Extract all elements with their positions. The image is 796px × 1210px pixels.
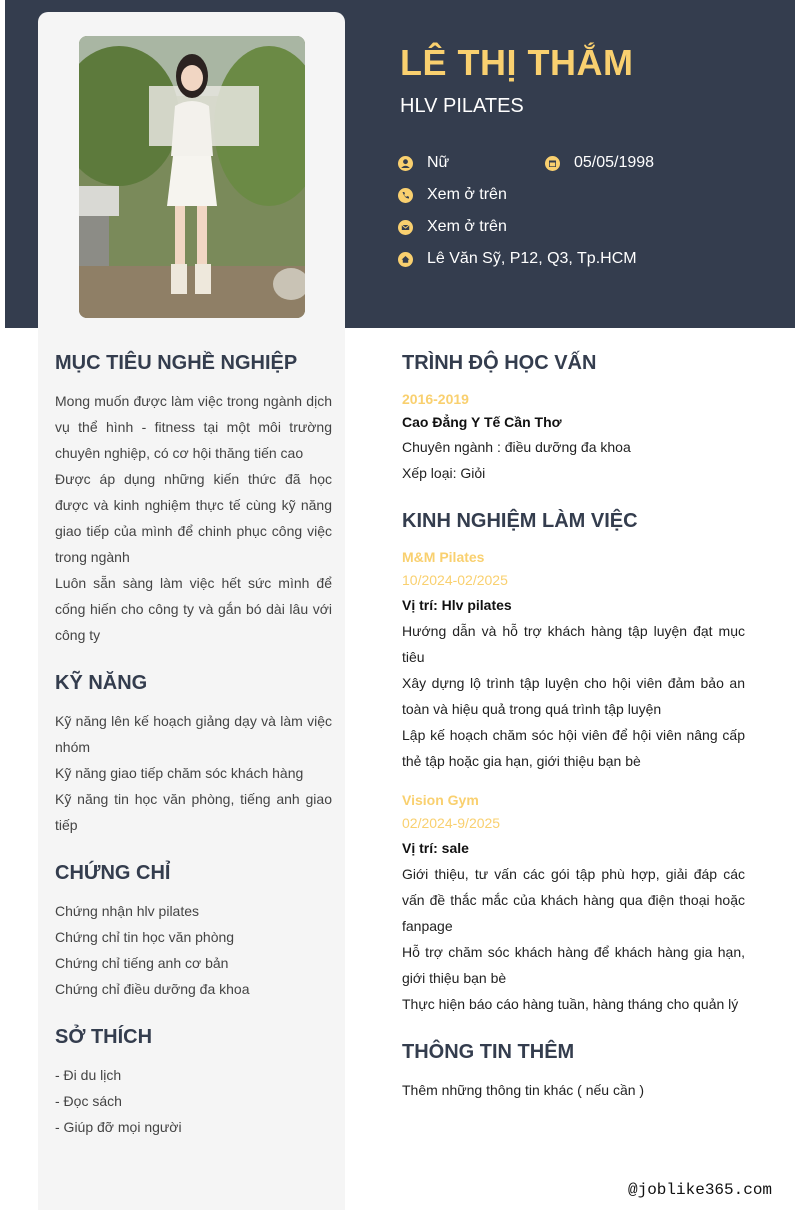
job-period: 10/2024-02/2025 [402, 572, 508, 588]
education-period: 2016-2019 [402, 391, 469, 407]
job-position: Vị trí: sale [402, 840, 469, 856]
mail-icon [398, 220, 413, 235]
extra-text: Thêm những thông tin khác ( nếu cần ) [402, 1082, 645, 1098]
certificates-list [55, 898, 332, 1002]
candidate-name: LÊ THỊ THẮM [400, 42, 634, 83]
job-period: 02/2024-9/2025 [402, 815, 501, 831]
email-row [398, 218, 507, 236]
gender-row [398, 154, 449, 172]
address-value: Lê Văn Sỹ, P12, Q3, Tp.HCM [427, 250, 637, 267]
experience-title: KINH NGHIỆM LÀM VIỆC [402, 510, 638, 532]
certificate-item: Chứng chỉ tin học văn phòng [55, 929, 235, 945]
phone-row [398, 186, 507, 204]
home-icon [398, 252, 413, 267]
objective-title: MỤC TIÊU NGHỀ NGHIỆP [55, 352, 298, 374]
education-block [402, 388, 745, 434]
objective-item: Được áp dụng những kiến thức đã học được và kinh nghiệm thực tế cùng kỹ năng giao tiếp của mình để chinh phục công việc trong ngành [55, 471, 332, 565]
job-task: Lập kế hoạch chăm sóc hội viên để hội viên nâng cấp thẻ tập hoặc gia hạn, giới thiệu bạn bè [402, 727, 745, 769]
job-position: Vị trí: Hlv pilates [402, 597, 512, 613]
skills-title: KỸ NĂNG [55, 672, 148, 694]
birthday-row [545, 154, 654, 172]
objective-list [55, 388, 332, 648]
hobby-item: - Đi du lịch [55, 1067, 122, 1083]
job-details [402, 592, 745, 774]
job-company: M&M Pilates [402, 549, 485, 565]
hobbies-title: SỞ THÍCH [55, 1026, 153, 1048]
education-school: Cao Đẳng Y Tế Cần Thơ [402, 414, 562, 430]
candidate-role: HLV PILATES [400, 95, 524, 117]
skill-item: Kỹ năng giao tiếp chăm sóc khách hàng [55, 765, 304, 781]
certificates-title: CHỨNG CHỈ [55, 862, 171, 884]
education-grade: Xếp loại: Giỏi [402, 465, 486, 481]
hobby-item: - Đọc sách [55, 1093, 122, 1109]
certificate-item: Chứng nhận hlv pilates [55, 903, 200, 919]
gender-value: Nữ [427, 154, 450, 171]
profile-photo [79, 36, 305, 318]
job-task: Xây dựng lộ trình tập luyện cho hội viên đảm bảo an toàn và hiệu quả trong quá trình tập luyện [402, 675, 745, 717]
watermark: @joblike365.com [628, 1181, 773, 1199]
certificate-item: Chứng chỉ điều dưỡng đa khoa [55, 981, 250, 997]
job-details [402, 835, 745, 1017]
email-value: Xem ở trên [427, 218, 507, 235]
objective-item: Mong muốn được làm việc trong ngành dịch vụ thể hình - fitness tại một môi trường chuyên nghiệp, có cơ hội thăng tiến cao [55, 393, 332, 461]
hobbies-list [55, 1062, 332, 1140]
objective-item: Luôn sẵn sàng làm việc hết sức mình để cống hiến cho công ty và gắn bó dài lâu với công ty [55, 575, 332, 643]
certificate-item: Chứng chỉ tiếng anh cơ bản [55, 955, 229, 971]
job-task: Hướng dẫn và hỗ trợ khách hàng tập luyện đạt mục tiêu [402, 623, 745, 665]
birthday-value: 05/05/1998 [574, 154, 655, 171]
extra-title: THÔNG TIN THÊM [402, 1041, 575, 1063]
phone-value: Xem ở trên [427, 186, 507, 203]
education-major: Chuyên ngành : điều dưỡng đa khoa [402, 439, 631, 455]
user-icon [398, 156, 413, 171]
skill-item: Kỹ năng tin học văn phòng, tiếng anh giao tiếp [55, 791, 332, 833]
job-task: Thực hiện báo cáo hàng tuần, hàng tháng cho quản lý [402, 996, 739, 1012]
job-task: Giới thiệu, tư vấn các gói tập phù hợp, giải đáp các vấn đề thắc mắc của khách hàng qua điện thoại hoặc fanpage [402, 866, 745, 934]
address-row [398, 250, 637, 268]
job-task: Hỗ trợ chăm sóc khách hàng để khách hàng gia hạn, giới thiệu bạn bè [402, 944, 745, 986]
skill-item: Kỹ năng lên kế hoạch giảng dạy và làm việc nhóm [55, 713, 332, 755]
skills-list [55, 708, 332, 838]
phone-icon [398, 188, 413, 203]
education-details [402, 434, 745, 486]
hobby-item: - Giúp đỡ mọi người [55, 1119, 182, 1135]
job-company: Vision Gym [402, 792, 479, 808]
job-header [402, 789, 745, 835]
calendar-icon [545, 156, 560, 171]
education-title: TRÌNH ĐỘ HỌC VẤN [402, 352, 597, 374]
job-header [402, 546, 745, 592]
